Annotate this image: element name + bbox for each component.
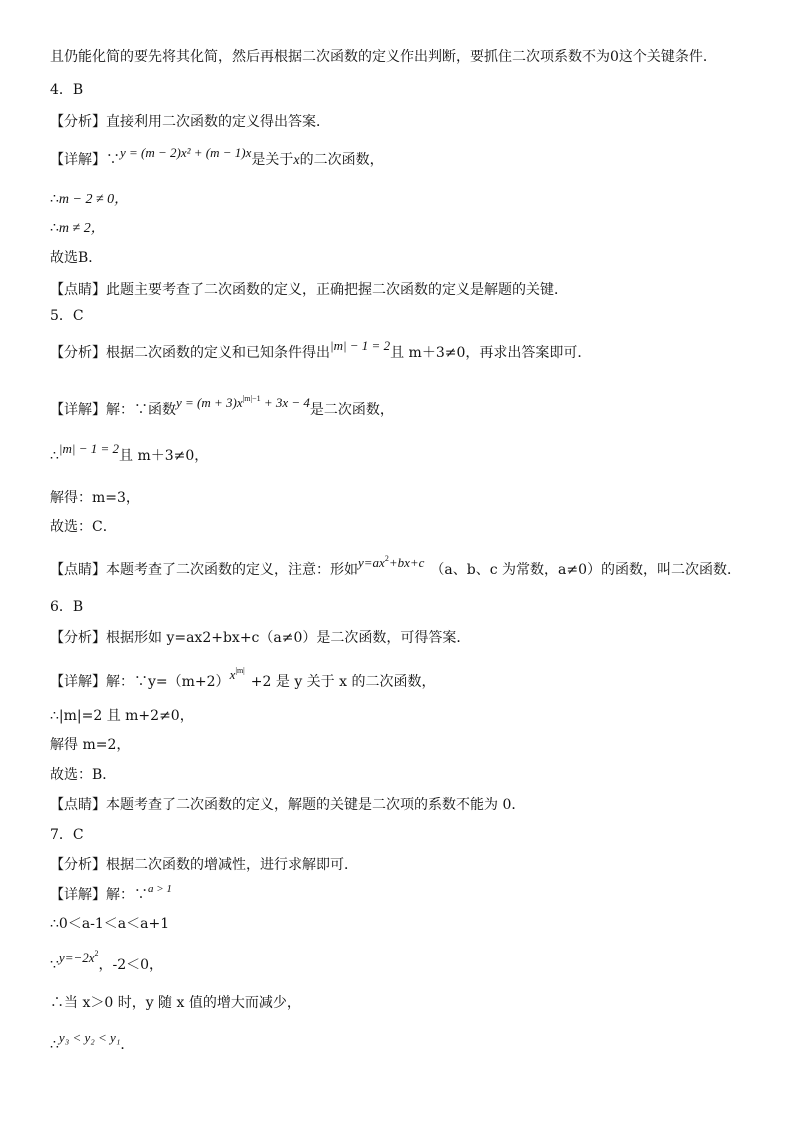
- q5-step-1-suffix: 且 m＋3≠0，: [119, 448, 209, 464]
- q5-analysis-formula: |m| − 1 = 2: [330, 338, 391, 353]
- q7-heading: 7．C: [50, 827, 84, 843]
- q5-choice: 故选：C．: [50, 519, 117, 535]
- q5-comment-formula: [358, 549, 424, 573]
- q6-analysis: 【分析】根据形如 y=ax2+bx+c（a≠0）是二次函数，可得答案．: [50, 630, 471, 646]
- q5-formula-base: y = (m + 3)x: [176, 395, 243, 410]
- q6-choice: 故选：B．: [50, 767, 117, 783]
- q7-detail-formula: a > 1: [148, 883, 172, 895]
- q4-detail-prefix: 【详解】∵: [50, 152, 120, 168]
- q7-detail: [50, 885, 172, 906]
- therefore-symbol: ∴: [50, 220, 59, 236]
- q7-analysis: 【分析】根据二次函数的增减性，进行求解即可．: [50, 857, 358, 873]
- q5-comment-formula-exponent: 2: [384, 554, 389, 563]
- q6-power-base: x: [229, 667, 236, 682]
- q4-detail-suffix-b: 的二次函数，: [299, 152, 384, 168]
- q5-analysis-suffix: 且 m＋3≠0，再求出答案即可．: [390, 345, 592, 361]
- q5-detail-suffix: 是二次函数，: [309, 402, 394, 418]
- q6-detail-prefix: 【详解】解：∵y=（m+2）: [50, 674, 230, 690]
- q6-heading: 6．B: [50, 599, 84, 615]
- q5-comment-suffix: （a、b、c 为常数，a≠0）的函数，叫二次函数．: [430, 562, 741, 578]
- q5-formula-exponent: |m|−1: [242, 394, 261, 403]
- therefore-symbol: ∴: [50, 1037, 59, 1053]
- q4-detail: [50, 145, 384, 171]
- q7-step-4-formula: y₃ < y₂ < y₁: [58, 1030, 121, 1045]
- q5-formula-tail: + 3x − 4: [260, 395, 310, 410]
- q5-comment-formula-base: y=ax: [358, 555, 385, 570]
- q6-comment: 【点睛】本题考查了二次函数的定义，解题的关键是二次项的系数不能为 0．: [50, 797, 526, 813]
- therefore-symbol: ∴: [50, 191, 59, 207]
- intro-paragraph-line: 且仍能化简的要先将其化简，然后再根据二次函数的定义作出判断，要抓住二次项系数不为0这个关键条件．: [50, 49, 717, 65]
- q6-detail: [50, 668, 435, 692]
- q5-heading: 5．C: [50, 308, 84, 324]
- q7-step-2-suffix: ，-2＜0，: [98, 957, 164, 973]
- q5-analysis: [50, 338, 592, 363]
- q6-detail-power: [230, 661, 245, 685]
- q4-formula: y = (m − 2)x² + (m − 1)x: [120, 145, 252, 160]
- q5-solve: 解得：m=3，: [50, 490, 140, 506]
- because-symbol: ∵: [50, 957, 59, 973]
- q6-detail-suffix: +2 是 y 关于 x 的二次函数，: [250, 674, 436, 690]
- q7-formula-exponent: 2: [94, 949, 99, 958]
- q4-comment: 【点睛】此题主要考查了二次函数的定义，正确把握二次函数的定义是解题的关键．: [50, 282, 568, 298]
- q5-step-1-formula: |m| − 1 = 2: [58, 441, 120, 456]
- q7-step-2: [50, 951, 163, 975]
- q5-analysis-prefix: 【分析】根据二次函数的定义和已知条件得出: [50, 345, 330, 361]
- q6-solve: 解得 m=2，: [50, 737, 131, 753]
- q4-step-1: [50, 189, 128, 210]
- q4-step-2: [50, 218, 105, 239]
- q4-analysis: 【分析】直接利用二次函数的定义得出答案．: [50, 114, 330, 130]
- q7-step-2-formula: [59, 944, 99, 968]
- q5-detail: [50, 396, 394, 420]
- q7-step-1: ∴0＜a-1＜a＜a+1: [50, 916, 170, 932]
- q7-formula-base: y=−2x: [58, 950, 95, 965]
- q5-detail-prefix: 【详解】解：∵函数: [50, 402, 176, 418]
- q5-detail-formula: [176, 389, 310, 413]
- q5-comment-formula-tail: +bx+c: [388, 555, 425, 570]
- q7-step-4: [50, 1030, 135, 1055]
- q7-detail-prefix: 【详解】解：∵: [50, 887, 148, 903]
- q5-step-1: [50, 441, 209, 466]
- q7-step-4-suffix: ．: [120, 1037, 135, 1053]
- q5-comment-prefix: 【点睛】本题考查了二次函数的定义，注意：形如: [50, 562, 358, 578]
- q5-comment: [50, 556, 741, 580]
- q4-step-1-formula: m − 2 ≠ 0，: [58, 192, 129, 207]
- q7-step-3: ∴当 x＞0 时，y 随 x 值的增大而减少，: [50, 995, 301, 1011]
- q4-detail-suffix-a: 是关于: [251, 152, 294, 168]
- q4-detail-var: x: [293, 153, 300, 168]
- q6-power-exponent: |m|: [235, 666, 245, 675]
- q4-choice: 故选B．: [50, 250, 103, 266]
- q4-heading: 4．B: [50, 82, 84, 98]
- therefore-symbol: ∴: [50, 448, 59, 464]
- q4-step-2-formula: m ≠ 2，: [58, 221, 105, 236]
- q6-step-1: ∴|m|=2 且 m+2≠0，: [50, 708, 194, 724]
